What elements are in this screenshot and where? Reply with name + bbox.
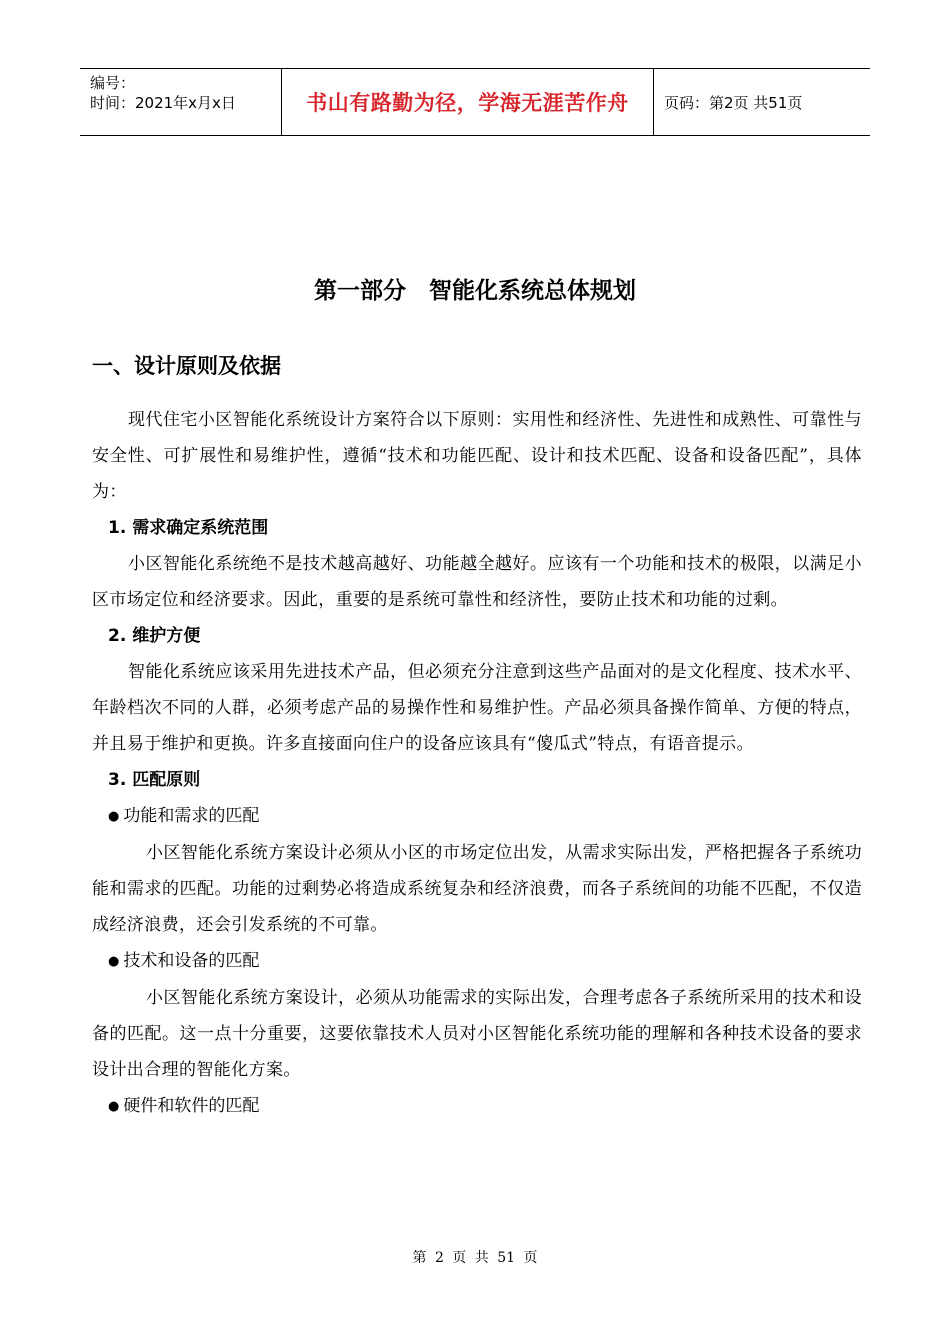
intro-paragraph: 现代住宅小区智能化系统设计方案符合以下原则：实用性和经济性、先进性和成熟性、可靠性与安全性、可扩展性和易维护性，遵循“技术和功能匹配、设计和技术匹配、设备和设备匹配”，具体为： [92, 410, 862, 502]
bullet-item-tech-equipment [92, 943, 862, 980]
document-body [92, 402, 862, 1125]
header-meta [80, 69, 282, 135]
document-number: 编号： [90, 74, 136, 92]
requirements-paragraph: 小区智能化系统绝不是技术越高越好、功能越全越好。应该有一个功能和技术的极限，以满足小区市场定位和经济要求。因此，重要的是系统可靠性和经济性，要防止技术和功能的过剩。 [92, 554, 862, 610]
section-heading: 一、设计原则及依据 [92, 354, 281, 378]
document-time: 时间：2021年x月x日 [90, 94, 236, 112]
subheading-matching: 3. 匹配原则 [108, 770, 201, 790]
page-header [80, 68, 870, 136]
bullet-item-function-demand [92, 798, 862, 835]
header-page-info: 页码：第2页 共51页 [664, 93, 803, 112]
bullet-label: 技术和设备的匹配 [123, 951, 260, 971]
page-title: 第一部分 智能化系统总体规划 [314, 278, 636, 304]
maintenance-paragraph: 智能化系统应该采用先进技术产品，但必须充分注意到这些产品面对的是文化程度、技术水平、年龄档次不同的人群，必须考虑产品的易操作性和易维护性。产品必须具备操作简单、方便的特点，并且易于维护和更换。许多直接面向住户的设备应该具有“傻瓜式”特点，有语音提示。 [92, 662, 862, 754]
bullet-icon: ● [108, 954, 120, 969]
subheading-requirements: 1. 需求确定系统范围 [108, 518, 269, 538]
bullet-icon: ● [108, 809, 120, 824]
bullet-label: 硬件和软件的匹配 [123, 1096, 260, 1116]
page-footer: 第 2 页 共 51 页 [412, 1250, 538, 1266]
bullet-label: 功能和需求的匹配 [123, 806, 260, 826]
bullet-item-hardware-software [92, 1088, 862, 1125]
header-motto: 书山有路勤为径，学海无涯苦作舟 [282, 69, 654, 135]
subheading-maintenance: 2. 维护方便 [108, 626, 201, 646]
bullet-icon: ● [108, 1099, 120, 1114]
tech-equipment-paragraph: 小区智能化系统方案设计，必须从功能需求的实际出发，合理考虑各子系统所采用的技术和设备的匹配。这一点十分重要，这要依靠技术人员对小区智能化系统功能的理解和各种技术设备的要求设计出合理的智能化方案。 [92, 988, 862, 1080]
function-demand-paragraph: 小区智能化系统方案设计必须从小区的市场定位出发，从需求实际出发，严格把握各子系统功能和需求的匹配。功能的过剩势必将造成系统复杂和经济浪费，而各子系统间的功能不匹配，不仅造成经济浪费，还会引发系统的不可靠。 [92, 843, 862, 935]
